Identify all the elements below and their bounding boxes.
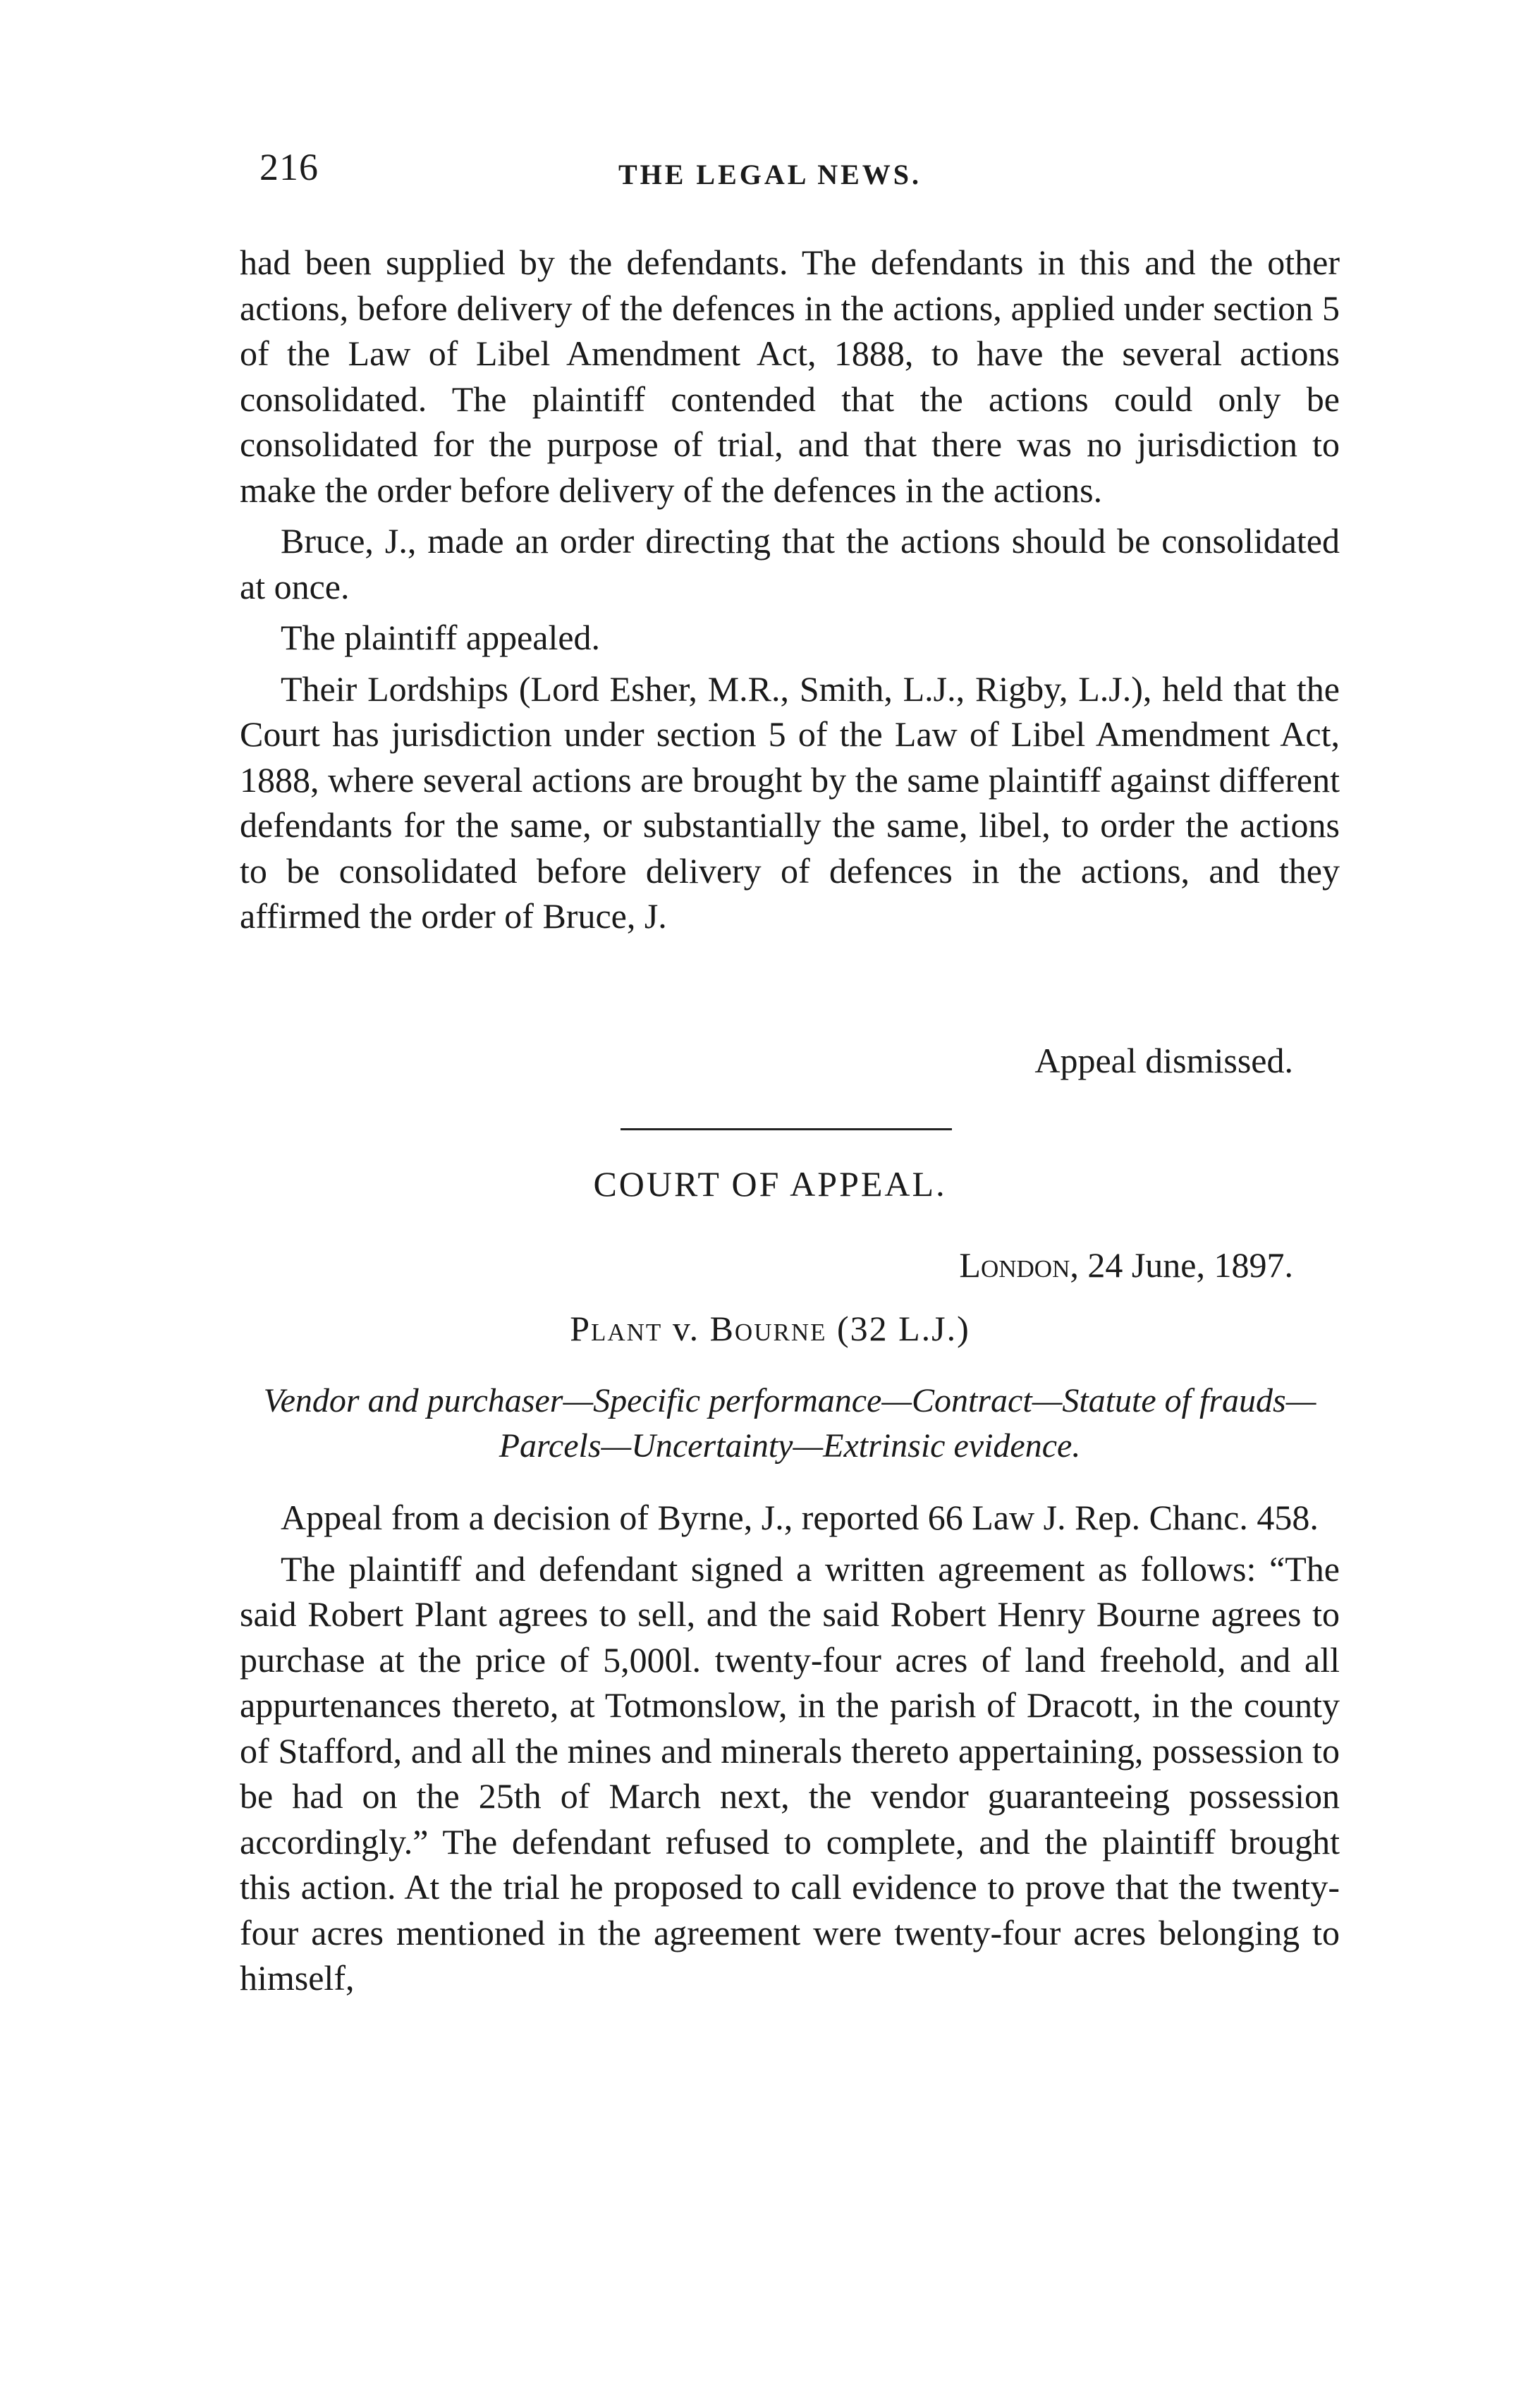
headnote: Vendor and purchaser—Specific performance—Contract—Statute of frauds—Parcels—Uncertainty—Extrinsic evidence. [263, 1382, 1316, 1465]
paragraph: Appeal from a decision of Byrne, J., reported 66 Law J. Rep. Chanc. 458. [281, 1498, 1319, 1537]
dateline-place: London [959, 1245, 1070, 1285]
dateline-date: , 24 June, 1897. [1070, 1245, 1293, 1285]
case-two-body [240, 1495, 1340, 2001]
section-divider [621, 1128, 952, 1130]
case-citation: (32 L.J.) [826, 1309, 970, 1348]
paragraph: Bruce, J., made an order directing that the actions should be consolidated at once. [240, 521, 1340, 606]
case-versus: v. [662, 1309, 710, 1348]
case-party-plaintiff: Plant [570, 1309, 663, 1348]
case-one-body [240, 240, 1340, 939]
page-number: 216 [259, 146, 319, 188]
paragraph: The plaintiff appealed. [281, 618, 601, 657]
paragraph: had been supplied by the defendants. The defendants in this and the other actions, before delivery of the defences in the actions, applied under section 5 of the Law of Libel Amendment Act, 1888, to have the several actions consolidated. The plaintiff contended that the actions could only be consolidated for the purpose of trial, and that there was no jurisdiction to make the order before delivery of the defences in the actions. [240, 243, 1340, 510]
running-head: THE LEGAL NEWS. [618, 159, 922, 190]
case-result: Appeal dismissed. [1034, 1041, 1293, 1080]
paragraph: Their Lordships (Lord Esher, M.R., Smith, L.J., Rigby, L.J.), held that the Court has jurisdiction under section 5 of the Law of Libel Amendment Act, 1888, where several actions are brought by the same plaintiff against different defendants for the same, or substantially the same, libel, to order the actions to be consolidated before delivery of defences in the actions, and they affirmed the order of Bruce, J. [240, 668, 1340, 936]
case-title [0, 1308, 1540, 1349]
dateline [959, 1245, 1293, 1285]
paragraph: The plaintiff and defendant signed a written agreement as follows: “The said Robert Plant agrees to sell, and the said Robert Henry Bourne agrees to purchase at the price of 5,000l. twenty-four acres of land freehold, and all appurtenances thereto, at Totmonslow, in the parish of Dracott, in the county of Stafford, and all the mines and minerals thereto appertaining, possession to be had on the 25th of March next, the vendor guaranteeing possession accordingly.” The defendant refused to complete, and the plaintiff brought this action. At the trial he proposed to call evidence to prove that the twenty-four acres mentioned in the agreement were twenty-four acres belonging to himself, [240, 1548, 1340, 1998]
case-party-defendant: Bourne [709, 1309, 827, 1348]
court-heading: COURT OF APPEAL. [593, 1164, 947, 1204]
